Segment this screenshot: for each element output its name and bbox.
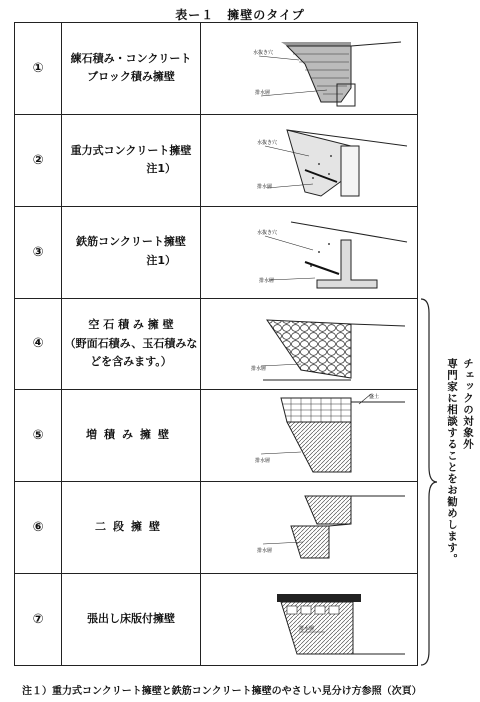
brace-bracket	[417, 297, 439, 667]
footnote: 注１）重力式コンクリート擁壁と鉄筋コンクリート擁壁のやさしい見分け方参照（次頁）	[22, 686, 422, 697]
stone-block-wall-figure	[201, 24, 417, 112]
figure-label: 排水層	[255, 457, 271, 464]
wall-figure-cell	[201, 390, 418, 482]
wall-type-name	[62, 482, 201, 574]
figure-label: 排水層	[255, 90, 271, 97]
wall-figure-cell	[201, 206, 418, 298]
cantilever-slab-wall-figure	[201, 576, 417, 664]
wall-figure-cell	[201, 482, 418, 574]
figure-label: 水抜き穴	[257, 140, 278, 147]
name-line: 練石積み・コンクリート	[70, 51, 192, 65]
name-line: （野面石積み、玉石積みな	[64, 336, 198, 350]
row-number: ②	[15, 114, 62, 206]
figure-label: 排水層	[259, 278, 275, 285]
row-number: ⑥	[15, 482, 62, 574]
table-row	[15, 390, 418, 482]
figure-label: 排水層	[257, 547, 273, 554]
footnote-ref: 注1）	[146, 162, 176, 176]
added-stack-wall-figure	[201, 392, 417, 480]
name-line: どを含みます。）	[90, 355, 172, 369]
two-tier-wall-figure	[201, 484, 417, 572]
table-row	[15, 114, 418, 206]
dry-stone-wall-figure	[201, 300, 417, 388]
wall-type-name	[62, 390, 201, 482]
row-number: ③	[15, 206, 62, 298]
figure-label: 盛土	[369, 393, 380, 400]
wall-figure-cell	[201, 114, 418, 206]
figure-label: 水抜き穴	[257, 230, 278, 237]
name-line: 空 石 積 み 擁 壁	[88, 317, 174, 331]
row-number: ①	[15, 23, 62, 115]
wall-type-name	[62, 298, 201, 390]
table-row	[15, 23, 418, 115]
wall-type-name	[62, 206, 201, 298]
side-note-line: チェックの対象外	[462, 358, 474, 450]
figure-label: 排水層	[251, 365, 267, 372]
name-line: 増積み擁壁	[86, 428, 176, 442]
table-row	[15, 482, 418, 574]
name-line: 鉄筋コンクリート擁壁	[76, 235, 186, 249]
side-note-line: 専門家に相談することをお勧めします。	[446, 358, 458, 565]
wall-figure-cell	[201, 298, 418, 390]
table-row	[15, 206, 418, 298]
gravity-wall-figure	[201, 116, 417, 204]
page-title: 表ー１ 擁壁のタイプ	[175, 8, 305, 22]
name-line: 張出し床版付擁壁	[87, 612, 175, 626]
row-number: ④	[15, 298, 62, 390]
table-row	[15, 574, 418, 666]
wall-figure-cell	[201, 23, 418, 115]
wall-figure-cell	[201, 574, 418, 666]
wall-type-name	[62, 114, 201, 206]
reinforced-wall-figure	[201, 208, 417, 296]
wall-type-name	[62, 23, 201, 115]
wall-type-name	[62, 574, 201, 666]
figure-label: 排水層	[299, 625, 315, 632]
row-number: ⑤	[15, 390, 62, 482]
figure-label: 排水層	[257, 184, 273, 191]
retaining-wall-type-table	[14, 22, 418, 666]
footnote-ref: 注1）	[146, 254, 176, 268]
name-line: ブロック積み擁壁	[87, 70, 175, 84]
row-number: ⑦	[15, 574, 62, 666]
table-row	[15, 298, 418, 390]
figure-label: 水抜き穴	[253, 50, 274, 57]
name-line: 二段擁壁	[95, 520, 167, 534]
name-line: 重力式コンクリート擁壁	[70, 143, 192, 157]
side-note	[446, 358, 476, 638]
